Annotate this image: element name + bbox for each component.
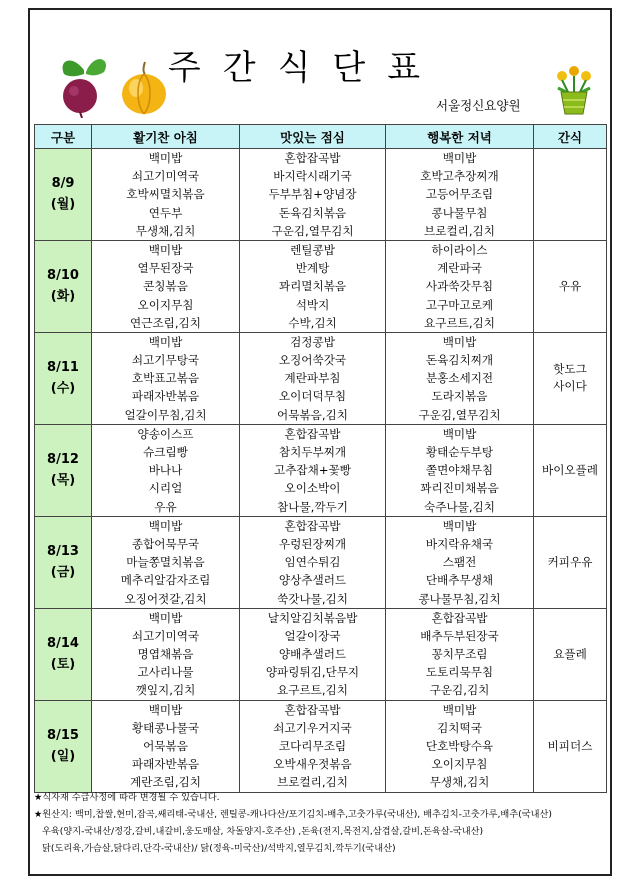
- dinner-item: 황태순두부탕: [425, 445, 494, 459]
- snack-item: 비피더스: [547, 738, 593, 753]
- lunch-item: 요구르트,김치: [277, 683, 348, 698]
- breakfast-item: 파래자반볶음: [131, 757, 200, 772]
- dinner-item: 구운김,열무김치: [418, 407, 501, 422]
- day-weekday: (금): [50, 565, 76, 581]
- lunch-item: 어묵볶음,김치: [277, 407, 348, 422]
- dinner-item: 콩나물무침: [431, 205, 488, 220]
- dinner-item: 바지락유채국: [425, 536, 494, 551]
- table-row: [35, 424, 607, 516]
- breakfast-cell: [92, 700, 240, 792]
- breakfast-cell: [92, 608, 240, 700]
- dinner-item: 하이라이스: [431, 242, 488, 257]
- lunch-item: 양파링튀김,단무지: [265, 665, 360, 680]
- breakfast-item: 쇠고기미역국: [131, 169, 200, 184]
- breakfast-item: 오이지무침: [137, 297, 194, 312]
- lunch-item: 우렁된장찌개: [278, 536, 347, 551]
- breakfast-item: 백미밥: [148, 242, 183, 257]
- note-line: ★식자재 수급사정에 따라 변경될 수 있습니다.: [34, 792, 220, 803]
- breakfast-item: 얼갈이무침,김치: [124, 407, 207, 422]
- breakfast-item: 백미밥: [148, 610, 183, 625]
- lunch-cell: [240, 516, 386, 608]
- table-row: [35, 700, 607, 792]
- day-cell: [35, 424, 92, 516]
- breakfast-item: 백미밥: [148, 702, 183, 717]
- dinner-item: 백미밥: [442, 151, 477, 165]
- table-header-row: [35, 125, 607, 149]
- dinner-item: 백미밥: [442, 334, 477, 349]
- breakfast-item: 우유: [154, 499, 177, 514]
- lunch-item: 코다리무조림: [278, 739, 347, 753]
- breakfast-item: 오징어젓갈,김치: [124, 591, 207, 606]
- dinner-item: 단호박탕수육: [425, 739, 494, 753]
- note-line: ★원산지: 백미,찹쌀,현미,잡곡,쌔리태-국내산, 렌틸콩-캐나다산/포기김치-배추,고춧가루(국내산), 배추김치-고춧가루,배추(국내산): [34, 809, 552, 820]
- dinner-item: 단배추무생채: [425, 573, 494, 588]
- day-weekday: (토): [50, 657, 76, 673]
- lunch-cell: [240, 332, 386, 424]
- dinner-cell: [386, 516, 534, 608]
- dinner-item: 혼합잡곡밥: [431, 610, 488, 625]
- column-header-category: 구분: [35, 125, 92, 149]
- dinner-item: 구운김,김치: [429, 683, 490, 698]
- dinner-item: 오이지무침: [431, 757, 488, 772]
- dinner-cell: [386, 332, 534, 424]
- dinner-item: 쫄면야채무침: [425, 463, 494, 478]
- snack-item: 커피우유: [547, 554, 593, 569]
- lunch-item: 혼합잡곡밥: [284, 426, 341, 441]
- dinner-item: 꽁치무조림: [431, 647, 488, 662]
- dinner-item: 사과쑥갓무침: [425, 279, 494, 294]
- breakfast-item: 콘칭볶음: [143, 279, 188, 294]
- breakfast-item: 호박씨멸치볶음: [126, 187, 205, 202]
- dinner-cell: [386, 240, 534, 332]
- breakfast-item: 바나나: [148, 463, 183, 478]
- lunch-item: 날치알김치볶음밥: [267, 610, 358, 625]
- day-date: 8/13: [47, 544, 79, 560]
- dinner-item: 도토리묵무침: [425, 665, 494, 680]
- table-row: [35, 332, 607, 424]
- lunch-item: 오박새우젓볶음: [273, 757, 352, 772]
- day-date: 8/15: [47, 728, 79, 744]
- day-date: 8/10: [47, 268, 79, 284]
- dinner-item: 백미밥: [442, 702, 477, 717]
- dinner-cell: [386, 700, 534, 792]
- breakfast-cell: [92, 516, 240, 608]
- lunch-item: 오이소박이: [284, 481, 341, 496]
- beet-radish-icon: [50, 52, 122, 118]
- dinner-item: 스팸전: [442, 555, 477, 570]
- lunch-item: 반계탕: [295, 261, 330, 276]
- breakfast-cell: [92, 240, 240, 332]
- dinner-item: 고구마고로케: [425, 297, 494, 312]
- snack-item: 요플레: [553, 646, 587, 661]
- snack-item: 핫도그: [553, 362, 587, 377]
- breakfast-item: 쇠고기미역국: [131, 628, 200, 643]
- lunch-item: 혼합잡곡밥: [284, 151, 341, 165]
- day-date: 8/11: [47, 360, 79, 376]
- day-weekday: (화): [50, 289, 76, 305]
- dinner-item: 백미밥: [442, 426, 477, 441]
- snack-item: 우유: [558, 278, 582, 293]
- column-header-snack: 간식: [534, 125, 607, 149]
- lunch-item: 계란파부침: [284, 371, 341, 386]
- breakfast-item: 백미밥: [148, 334, 183, 349]
- day-weekday: (일): [50, 749, 76, 765]
- dinner-item: 무생채,김치: [429, 775, 490, 790]
- lunch-cell: [240, 700, 386, 792]
- lunch-item: 구운김,열무김치: [271, 223, 354, 238]
- page-title: 주간식단표: [167, 48, 443, 88]
- lunch-item: 브로컬리,김치: [277, 775, 348, 790]
- column-header-dinner: 행복한 저녁: [386, 125, 534, 149]
- breakfast-item: 백미밥: [148, 518, 183, 533]
- lunch-item: 혼합잡곡밥: [284, 702, 341, 717]
- lunch-item: 렌틸콩밥: [290, 242, 335, 257]
- dinner-item: 고등어무조림: [425, 187, 494, 202]
- lunch-item: 바지락시래기국: [273, 169, 352, 184]
- dinner-item: 호박고추장찌개: [420, 169, 499, 184]
- day-date: 8/9: [51, 176, 75, 192]
- dinner-item: 분홍소세지전: [425, 371, 494, 386]
- dinner-item: 백미밥: [442, 518, 477, 533]
- dinner-item: 김치떡국: [437, 720, 482, 735]
- breakfast-item: 호박표고볶음: [131, 371, 200, 386]
- lunch-item: 두부부침+양념장: [268, 187, 357, 202]
- flower-pot-icon: [552, 64, 596, 116]
- dinner-item: 돈육김치찌개: [425, 353, 494, 368]
- lunch-item: 임연수튀김: [284, 555, 341, 570]
- lunch-item: 꽈리멸치볶음: [278, 279, 347, 294]
- breakfast-cell: [92, 424, 240, 516]
- dinner-item: 브로컬리,김치: [424, 223, 495, 238]
- table-row: [35, 149, 607, 241]
- organization-name: 서울정신요양원: [436, 98, 521, 113]
- lunch-item: 돈육김치볶음: [278, 205, 347, 220]
- dinner-cell: [386, 149, 534, 241]
- note-line: 우육(양지-국내산/정강,갈비,내갈비,웅도매살, 차돌양지-호주산) ,돈육(전지,목전지,삼겹살,갈비,돈육살-국내산): [42, 826, 484, 837]
- dinner-item: 배추두부된장국: [420, 628, 499, 643]
- lunch-cell: [240, 424, 386, 516]
- day-cell: [35, 240, 92, 332]
- day-weekday: (수): [50, 381, 76, 397]
- breakfast-item: 무생채,김치: [135, 223, 196, 238]
- breakfast-item: 종합어묵무국: [131, 536, 200, 551]
- table-row: [35, 240, 607, 332]
- weekly-menu-table: [34, 124, 607, 793]
- breakfast-item: 열무된장국: [137, 261, 194, 276]
- column-header-lunch: 맛있는 점심: [240, 125, 386, 149]
- lunch-item: 얼갈이장국: [284, 628, 341, 643]
- dinner-item: 계란파국: [437, 261, 482, 276]
- breakfast-item: 마늘쫑멸치볶음: [126, 555, 205, 570]
- breakfast-item: 쇠고기무탕국: [131, 353, 200, 368]
- lunch-item: 수박,김치: [288, 315, 337, 330]
- lunch-item: 오징어쑥갓국: [278, 353, 347, 368]
- breakfast-cell: [92, 332, 240, 424]
- breakfast-item: 양송이스프: [137, 426, 194, 441]
- notes-section: [34, 789, 606, 857]
- lunch-cell: [240, 608, 386, 700]
- dinner-item: 꽈리진미채볶음: [420, 481, 499, 496]
- day-date: 8/12: [47, 452, 79, 468]
- lunch-item: 오이더덕무침: [278, 389, 347, 404]
- day-cell: [35, 516, 92, 608]
- lunch-item: 석박지: [295, 297, 330, 312]
- lunch-item: 혼합잡곡밥: [284, 518, 341, 533]
- day-weekday: (월): [50, 197, 76, 213]
- dinner-item: 요구르트,김치: [424, 315, 495, 330]
- snack-item: 바이오플레: [542, 462, 598, 477]
- breakfast-item: 시리얼: [148, 481, 183, 496]
- dinner-cell: [386, 424, 534, 516]
- breakfast-cell: [92, 149, 240, 241]
- lunch-item: 참치두부찌개: [278, 445, 347, 459]
- breakfast-item: 백미밥: [148, 151, 183, 165]
- snack-cell: [534, 424, 607, 516]
- snack-cell: [534, 700, 607, 792]
- breakfast-item: 슈크림빵: [143, 445, 188, 459]
- breakfast-item: 고사리나물: [137, 665, 194, 680]
- snack-cell: [534, 240, 607, 332]
- breakfast-item: 파래자반볶음: [131, 389, 200, 404]
- breakfast-item: 깻잎지,김치: [135, 683, 196, 698]
- lunch-item: 양배추샐러드: [278, 647, 347, 662]
- breakfast-item: 연근조림,김치: [130, 315, 201, 330]
- lunch-item: 양상추샐러드: [278, 573, 347, 588]
- breakfast-item: 메추리알감자조림: [120, 573, 211, 588]
- day-cell: [35, 332, 92, 424]
- lunch-item: 고추잡채+꽃빵: [274, 463, 351, 478]
- snack-item: 사이다: [553, 379, 587, 394]
- day-weekday: (목): [50, 473, 76, 489]
- table-row: [35, 516, 607, 608]
- breakfast-item: 계란조림,김치: [130, 775, 201, 790]
- snack-cell: [534, 608, 607, 700]
- dinner-cell: [386, 608, 534, 700]
- breakfast-item: 명엽채볶음: [137, 647, 194, 662]
- dinner-item: 도라지볶음: [431, 389, 488, 404]
- lunch-cell: [240, 149, 386, 241]
- snack-cell: [534, 149, 607, 241]
- lunch-item: 참나물,깍두기: [277, 499, 348, 514]
- column-header-breakfast: 활기찬 아침: [92, 125, 240, 149]
- table-row: [35, 608, 607, 700]
- menu-body: [35, 149, 607, 793]
- breakfast-item: 어묵볶음: [143, 739, 188, 753]
- day-date: 8/14: [47, 636, 79, 652]
- day-cell: [35, 700, 92, 792]
- breakfast-item: 연두부: [148, 205, 183, 220]
- snack-cell: [534, 332, 607, 424]
- lunch-cell: [240, 240, 386, 332]
- breakfast-item: 황태콩나물국: [131, 720, 200, 735]
- lunch-item: 검정콩밥: [290, 334, 335, 349]
- lunch-item: 쑥갓나물,김치: [277, 591, 348, 606]
- note-line: 닭(도리육,가슴살,닭다리,단각-국내산)/ 닭(정육-미국산)/석박지,열무김치,깍두기(국내산): [42, 843, 396, 854]
- snack-cell: [534, 516, 607, 608]
- dinner-item: 콩나물무침,김치: [418, 591, 501, 606]
- day-cell: [35, 149, 92, 241]
- dinner-item: 숙주나물,김치: [424, 499, 495, 514]
- lunch-item: 쇠고기우거지국: [273, 720, 352, 735]
- day-cell: [35, 608, 92, 700]
